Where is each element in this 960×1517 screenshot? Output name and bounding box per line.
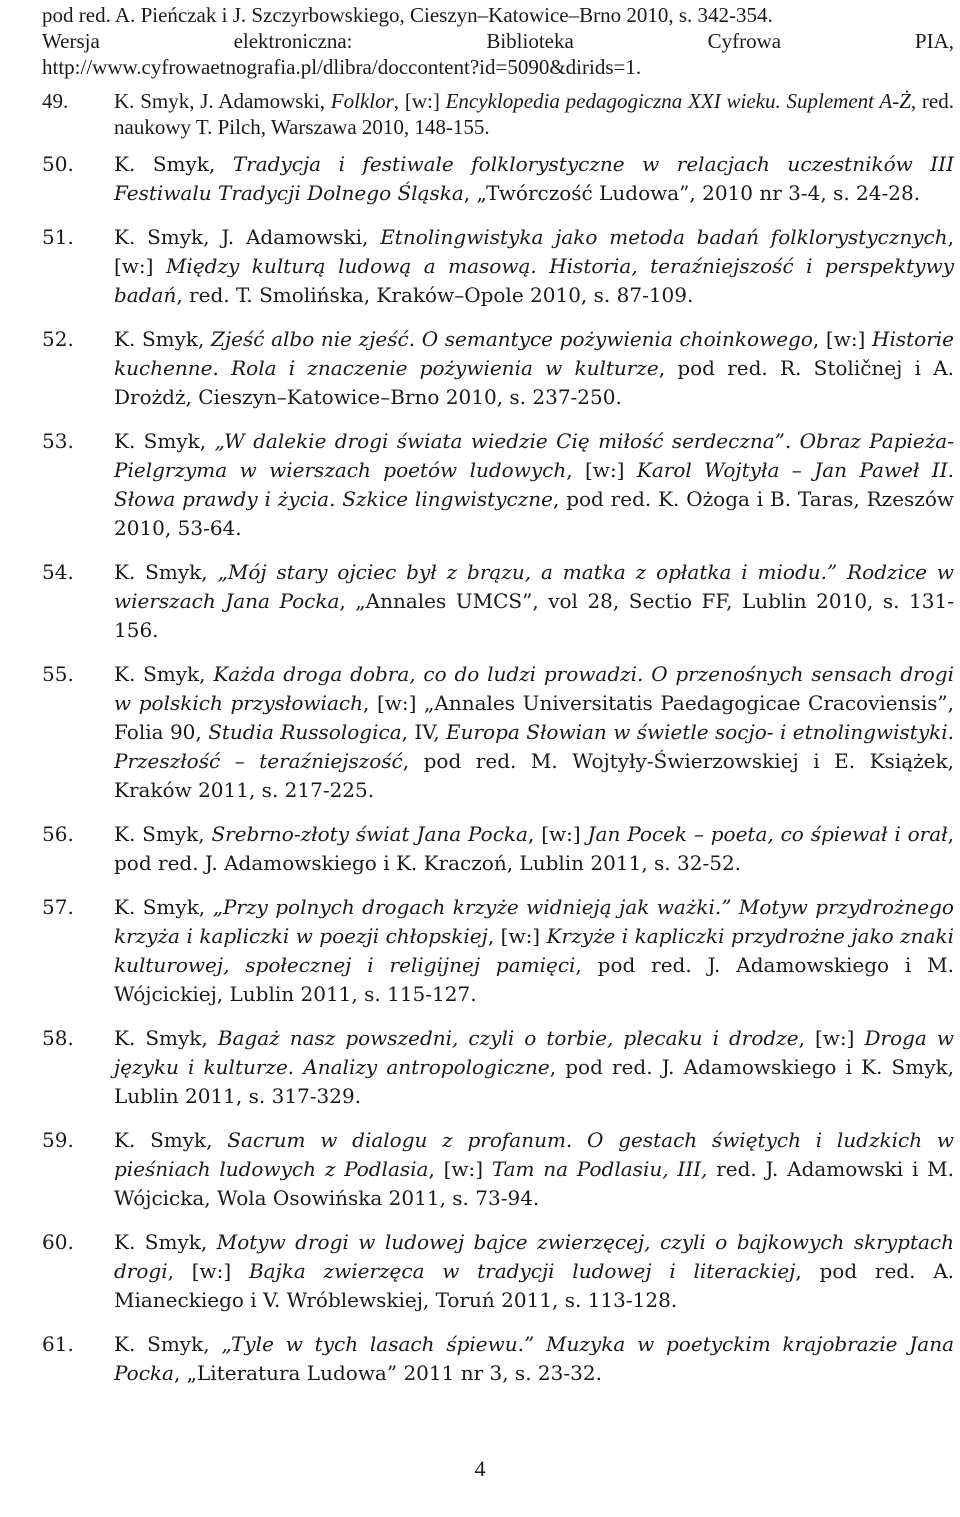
entry-text: , [w:] „Annales Universitatis Paedagogicae Cracoviensis”, Folia 90, (114, 691, 954, 744)
entry-number: 50. (42, 152, 74, 176)
entry-title: „Przy polnych drogach krzyże widnieją jak ważki.” Motyw przydrożnego krzyża i kapliczki w poezji chłopskiej (114, 895, 954, 948)
entry-source-title: Jan Pocek – poeta, co śpiewał i orał (587, 822, 948, 846)
entry-author: K. Smyk, (114, 1332, 222, 1356)
entry-title: Etnolingwistyka jako metoda badań folklorystycznych (380, 225, 948, 249)
bibliography-entry (42, 1126, 954, 1213)
entry-number: 56. (42, 822, 74, 846)
entry-text: , pod red. R. Stoličnej i A. Drożdż, Cieszyn–Katowice–Brno 2010, s. 237-250. (114, 356, 955, 409)
entry-text: , pod red. J. Adamowskiego i M. Wójcickiej, Lublin 2011, s. 115-127. (114, 953, 955, 1006)
bibliography-entry (42, 1330, 954, 1388)
entry-source-title: Krzyże i kapliczki przydrożne jako znaki kulturowej, społecznej i religijnej pamięci (114, 924, 954, 977)
entry-author: K. Smyk, J. Adamowski, (114, 225, 381, 249)
entry-text: , [w:] (167, 1259, 249, 1283)
entry-author: K. Smyk, (114, 560, 218, 584)
entry-title: Tradycja i festiwale folklorystyczne w relacjach uczestników III Festiwalu Tradycji Dolnego Śląska (114, 152, 954, 205)
entry-title: Srebrno-złoty świat Jana Pocka (211, 822, 528, 846)
entry-text: , [w:] (527, 822, 588, 846)
entry-source-title: Karol Wojtyła – Jan Paweł II. Słowa prawdy i życia. Szkice lingwistyczne (114, 458, 954, 511)
entry-text: , IV, (401, 720, 447, 744)
entry-text: , [w:] (487, 924, 547, 948)
entry-text: , red. naukowy T. Pilch, Warszawa 2010, 148-155. (114, 89, 954, 139)
entry-title: „Tyle w tych lasach śpiewu.” Muzyka w poetyckim krajobrazie Jana Pocka (114, 1332, 954, 1385)
entry-text: , „Literatura Ludowa” 2011 nr 3, s. 23-32. (173, 1361, 602, 1385)
entry-text: , pod red. J. Adamowskiego i K. Smyk, Lublin 2011, s. 317-329. (114, 1055, 955, 1108)
entry-number: 52. (42, 327, 74, 351)
entry-text: , [w:] (566, 458, 637, 482)
bibliography-entry (42, 88, 954, 140)
entry-text: , [w:] (798, 1026, 865, 1050)
entry-text: , pod red. M. Wojtyły-Świerzowskiej i E. Książek, Kraków 2011, s. 217-225. (114, 749, 954, 802)
entry-source-title: Tam na Podlasiu, III, (491, 1157, 708, 1181)
entry-series: Studia Russologica (208, 720, 402, 744)
entry-number: 53. (42, 429, 74, 453)
entry-number: 61. (42, 1332, 74, 1356)
entry-text: red. J. Adamowski i M. Wójcicka, Wola Osowińska 2011, s. 73-94. (114, 1157, 954, 1210)
entry-author: K. Smyk, (114, 429, 215, 453)
entry-text: , „Twórczość Ludowa”, 2010 nr 3-4, s. 24-28. (463, 181, 921, 205)
entry-text: , pod red. A. Mianeckiego i V. Wróblewskiej, Toruń 2011, s. 113-128. (114, 1259, 954, 1312)
entry-title: Sacrum w dialogu z profanum. O gestach świętych i ludzkich w pieśniach ludowych z Podlasia (114, 1128, 954, 1181)
bibliography-entry (42, 1228, 954, 1315)
entry-number: 59. (42, 1128, 74, 1152)
entry-text: , „Annales UMCS”, vol 28, Sectio FF, Lublin 2010, s. 131-156. (114, 589, 954, 642)
entry-author: K. Smyk, (114, 1128, 228, 1152)
entry-author: K. Smyk, (114, 1026, 218, 1050)
bibliography-fragment (42, 2, 954, 80)
entry-number: 49. (42, 89, 69, 113)
entry-source-title: Encyklopedia pedagogiczna XXI wieku. Suplement A-Ż (445, 89, 911, 113)
entry-text: , [w:] (114, 225, 954, 278)
entry-author: K. Smyk, (114, 327, 212, 351)
entry-title: Motyw drogi w ludowej bajce zwierzęcej, czyli o bajkowych skryptach drogi (114, 1230, 954, 1283)
bibliography-entry (42, 150, 954, 208)
entry-title: Zjeść albo nie zjeść. O semantyce pożywienia choinkowego (211, 327, 813, 351)
entry-source-title: Bajka zwierzęca w tradycji ludowej i literackiej (248, 1259, 796, 1283)
entry-text: , [w:] (393, 89, 446, 113)
fragment-line-1: pod red. A. Pieńczak i J. Szczyrbowskiego, Cieszyn–Katowice–Brno 2010, s. 342-354. (42, 3, 773, 27)
entry-author: K. Smyk, J. Adamowski, (114, 89, 331, 113)
bibliography-entry (42, 893, 954, 1009)
bibliography-entry (42, 325, 954, 412)
bibliography-entry (42, 660, 954, 805)
entry-title: Każda droga dobra, co do ludzi prowadzi. O przenośnych sensach drogi w polskich przysłowiach (114, 662, 954, 715)
entry-number: 58. (42, 1026, 74, 1050)
entry-text: , pod red. J. Adamowskiego i K. Kraczoń, Lublin 2011, s. 32-52. (114, 822, 954, 875)
entry-title: Folklor (330, 89, 394, 113)
entry-text: , pod red. K. Ożoga i B. Taras, Rzeszów 2010, 53-64. (114, 487, 954, 540)
bibliography-entry (42, 223, 954, 310)
entry-title: Bagaż nasz powszedni, czyli o torbie, plecaku i drodze (217, 1026, 799, 1050)
entry-author: K. Smyk, (114, 662, 214, 686)
fragment-url: http://www.cyfrowaetnografia.pl/dlibra/doccontent?id=5090&dirids=1. (42, 55, 642, 79)
entry-author: K. Smyk, (114, 1230, 217, 1254)
entry-source-title: Historie kuchenne. Rola i znaczenie pożywienia w kulturze (114, 327, 954, 380)
entry-title: „W dalekie drogi świata wiedzie Cię miłość serdeczna”. Obraz Papieża-Pielgrzyma w wierszach poetów ludowych (114, 429, 954, 482)
entry-number: 57. (42, 895, 74, 919)
entry-number: 54. (42, 560, 74, 584)
entry-source-title: Między kulturą ludową a masową. Historia, teraźniejszość i perspektywy badań (114, 254, 954, 307)
entry-text: , [w:] (812, 327, 873, 351)
entry-title: „Mój stary ojciec był z brązu, a matka z opłatka i miodu.” Rodzice w wierszach Jana Pocka (114, 560, 954, 613)
bibliography-entry (42, 820, 954, 878)
entry-text: , [w:] (428, 1157, 492, 1181)
bibliography-entry (42, 558, 954, 645)
entry-author: K. Smyk, (114, 895, 213, 919)
entry-number: 55. (42, 662, 74, 686)
bibliography-entry (42, 427, 954, 543)
entry-number: 60. (42, 1230, 74, 1254)
entry-source-title: Europa Słowian w świetle socjo- i etnolingwistyki. Przeszłość – teraźniejszość (114, 720, 955, 773)
fragment-line-2: Wersja elektroniczna: Biblioteka Cyfrowa PIA, (42, 29, 954, 53)
entry-text: , red. T. Smolińska, Kraków–Opole 2010, s. 87-109. (176, 283, 694, 307)
entry-author: K. Smyk, (114, 822, 212, 846)
entry-source-title: Droga w języku i kulturze. Analizy antropologiczne (114, 1026, 954, 1079)
page-number: 4 (474, 1456, 486, 1481)
entry-number: 51. (42, 225, 74, 249)
bibliography-entry (42, 1024, 954, 1111)
entry-author: K. Smyk, (114, 152, 233, 176)
